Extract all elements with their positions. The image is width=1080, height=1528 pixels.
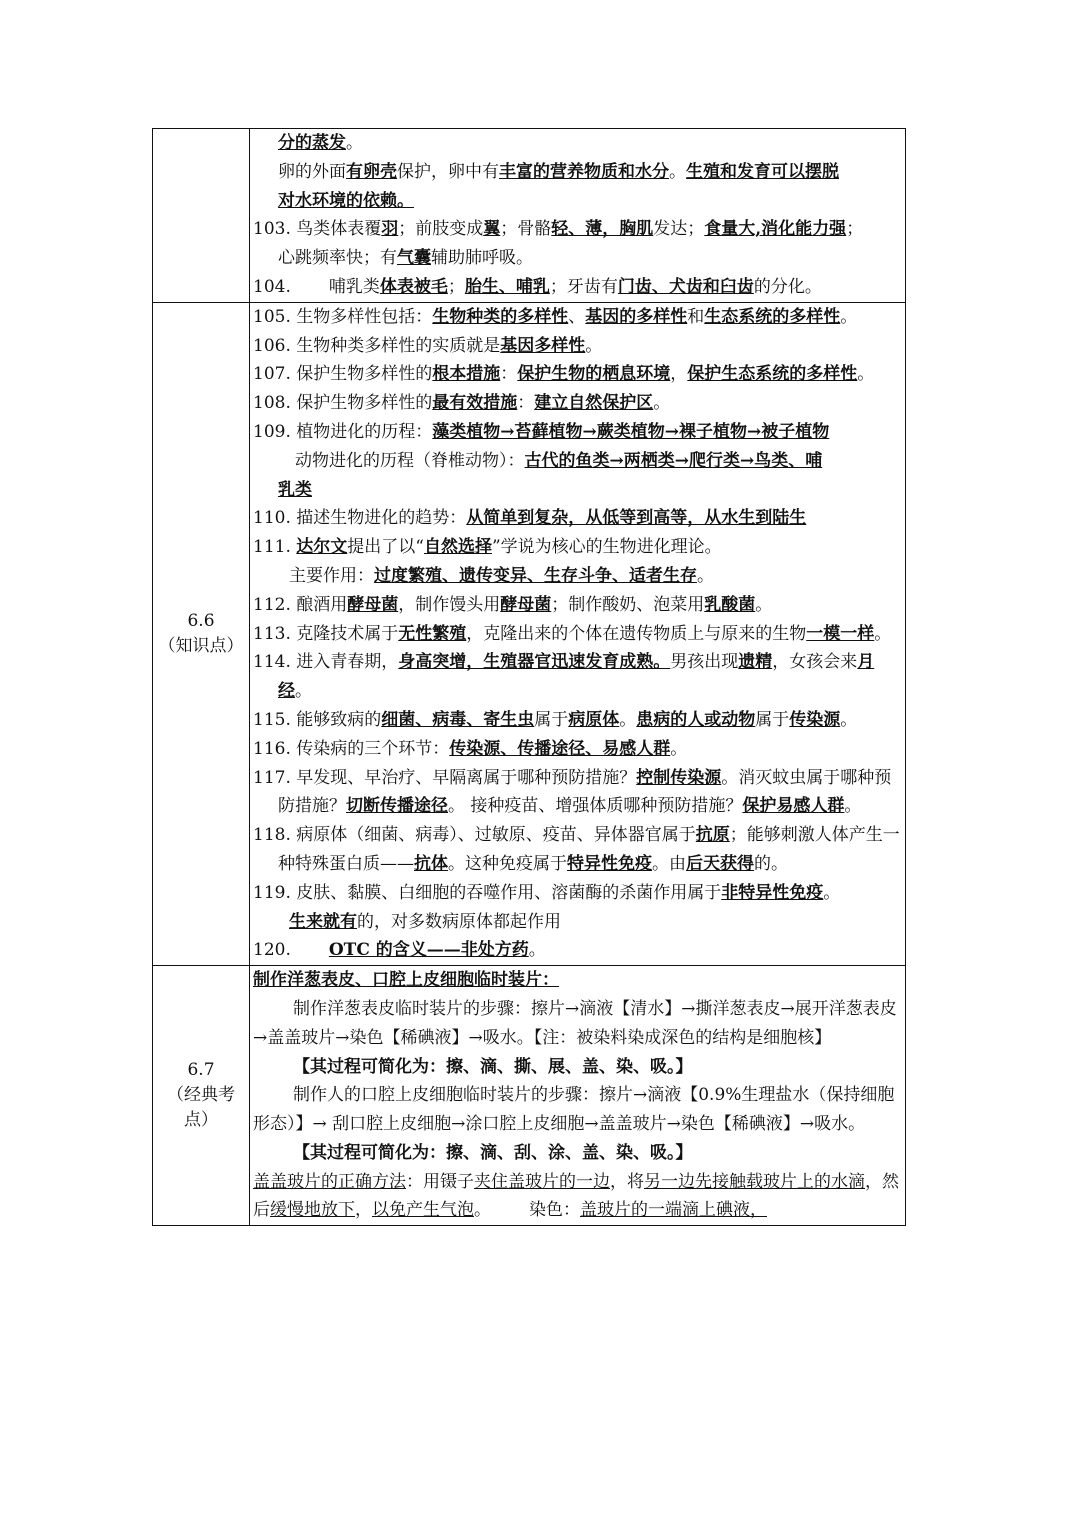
text-segment: 118. 病原体（细菌、病毒）、过敏原、疫苗、异体器官属于 bbox=[253, 825, 696, 846]
key-phrase: 抗原 bbox=[695, 825, 730, 846]
text-segment: ： bbox=[500, 364, 518, 385]
key-phrase: 病原体 bbox=[568, 709, 620, 730]
content-line bbox=[253, 244, 903, 273]
key-phrase: 【其过程可简化为：擦、滴、撕、展、盖、染、吸。】 bbox=[293, 1056, 693, 1077]
content-line bbox=[253, 764, 903, 822]
key-phrase: 最有效措施 bbox=[432, 393, 518, 414]
text-segment: 。 bbox=[346, 133, 363, 153]
key-phrase: 乳类 bbox=[278, 479, 312, 500]
content-line bbox=[253, 1168, 903, 1226]
key-phrase: 体表被毛 bbox=[379, 276, 448, 297]
text-segment: ，女孩会来 bbox=[772, 652, 858, 673]
key-phrase: 分的蒸发 bbox=[278, 133, 346, 153]
text-segment: 。 bbox=[874, 623, 892, 644]
text-segment: 。 bbox=[669, 161, 686, 182]
text-segment: 、 bbox=[568, 306, 586, 327]
key-phrase: 轻、薄，胸肌 bbox=[551, 219, 654, 240]
key-phrase: 【其过程可简化为：擦、滴、刮、涂、盖、染、吸。】 bbox=[293, 1142, 693, 1163]
text-segment: 。这种免疫属于 bbox=[448, 853, 567, 874]
text-segment: 117. 早发现、早治疗、早隔离属于哪种预防措施？ bbox=[253, 767, 637, 788]
key-phrase: 古代的鱼类→两栖类→爬行类→鸟类、哺 bbox=[524, 450, 823, 471]
text-segment: 的。 bbox=[754, 853, 788, 874]
text-segment: ，然后 bbox=[253, 1171, 899, 1221]
key-phrase: 基因的多样性 bbox=[585, 306, 688, 327]
text-segment: 的分化。 bbox=[753, 276, 822, 297]
key-phrase: 达尔文 bbox=[296, 537, 348, 558]
key-phrase: 月经 bbox=[278, 652, 875, 702]
content-line bbox=[253, 504, 903, 533]
key-phrase: 自然选择 bbox=[423, 537, 492, 558]
key-phrase: 从简单到复杂，从低等到高等，从水生到陆生 bbox=[466, 508, 807, 529]
text-segment: 103. 鸟类体表覆 bbox=[253, 219, 382, 240]
section-content-cell bbox=[250, 966, 906, 1226]
content-line bbox=[253, 1139, 903, 1168]
key-phrase: 抗体 bbox=[414, 853, 448, 874]
key-phrase: 胎生、哺乳 bbox=[464, 276, 550, 297]
text-segment: 哺乳类 bbox=[328, 276, 380, 297]
content-line bbox=[253, 447, 903, 476]
key-phrase: 酵母菌 bbox=[347, 594, 399, 615]
key-phrase: 盖盖玻片的正确方法 bbox=[253, 1171, 406, 1192]
text-segment: ；制作酸奶、泡菜用 bbox=[551, 594, 705, 615]
text-segment: 116. 传染病的三个环节： bbox=[253, 738, 450, 759]
content-line bbox=[253, 879, 903, 908]
text-segment: 属于 bbox=[534, 709, 569, 730]
text-segment: ”学说为核心的生物进化理论。 bbox=[491, 537, 722, 558]
content-line bbox=[253, 476, 903, 505]
text-segment: 。 bbox=[755, 594, 773, 615]
key-phrase: 生态系统的多样性 bbox=[704, 306, 841, 327]
content-line bbox=[253, 966, 903, 995]
key-phrase: 生来就有 bbox=[289, 911, 357, 932]
key-phrase: 保护生态系统的多样性 bbox=[687, 364, 858, 385]
text-segment: 115. 能够致病的 bbox=[253, 709, 382, 730]
key-phrase: 缓慢地放下 bbox=[270, 1200, 355, 1221]
key-phrase: 保护生物的栖息环境 bbox=[517, 364, 671, 385]
key-phrase: 非特异性免疫 bbox=[721, 882, 824, 903]
content-line bbox=[253, 360, 903, 389]
key-phrase: 控制传染源 bbox=[636, 767, 722, 788]
text-segment: ： bbox=[517, 393, 535, 414]
text-segment: 114. 进入青春期， bbox=[253, 652, 399, 673]
text-segment: 。 bbox=[840, 709, 858, 730]
text-segment: 。 bbox=[585, 335, 603, 356]
text-segment: ；前肢变成 bbox=[398, 219, 484, 240]
text-segment: 。 bbox=[844, 796, 862, 817]
key-phrase: 根本措施 bbox=[432, 364, 501, 385]
content-line bbox=[253, 995, 903, 1053]
text-segment: ， bbox=[355, 1200, 372, 1221]
section-content-cell bbox=[250, 302, 906, 965]
key-phrase: 基因多样性 bbox=[500, 335, 586, 356]
text-segment: 。 bbox=[823, 882, 841, 903]
text-segment: 发达； bbox=[653, 219, 705, 240]
content-line bbox=[253, 418, 903, 447]
text-segment: 109. 植物进化的历程： bbox=[253, 421, 433, 442]
text-segment: 。 bbox=[528, 940, 546, 961]
text-segment: 和 bbox=[687, 306, 705, 327]
text-segment: ； bbox=[846, 219, 864, 240]
content-line bbox=[253, 1081, 903, 1139]
key-phrase: 门齿、犬齿和臼齿 bbox=[617, 276, 754, 297]
key-phrase: 丰富的营养物质和水分 bbox=[499, 161, 669, 182]
text-segment: 主要作用： bbox=[289, 565, 374, 586]
table-row bbox=[153, 966, 906, 1226]
key-phrase: 传染源、传播途径、易感人群 bbox=[449, 738, 671, 759]
text-segment: 。 bbox=[619, 709, 637, 730]
notes-table bbox=[152, 128, 906, 1226]
content-line bbox=[253, 1053, 903, 1082]
key-phrase: 传染源 bbox=[789, 709, 841, 730]
table-row bbox=[153, 302, 906, 965]
key-phrase: 另一边先接触载玻片上的水滴 bbox=[644, 1171, 865, 1192]
key-phrase: 生物种类的多样性 bbox=[432, 306, 569, 327]
key-phrase: 羽 bbox=[381, 219, 399, 240]
text-segment: 119. 皮肤、黏膜、白细胞的吞噬作用、溶菌酶的杀菌作用属于 bbox=[253, 882, 722, 903]
text-segment: ：用镊子 bbox=[406, 1171, 474, 1192]
text-segment: 108. 保护生物多样性的 bbox=[253, 393, 433, 414]
key-phrase: 气囊 bbox=[397, 248, 431, 269]
text-segment: 属于 bbox=[755, 709, 790, 730]
text-segment: 保护，卵中有 bbox=[397, 161, 499, 182]
content-line bbox=[253, 821, 903, 879]
text-segment: ；牙齿有 bbox=[549, 276, 618, 297]
section-number: 6.6 bbox=[187, 610, 215, 631]
text-segment: 男孩出现 bbox=[670, 652, 739, 673]
content-line bbox=[253, 908, 903, 937]
content-line bbox=[253, 648, 903, 706]
key-phrase: 一模一样 bbox=[806, 623, 875, 644]
section-label-cell bbox=[153, 966, 250, 1226]
key-phrase: 切断传播途径 bbox=[346, 796, 448, 817]
content-line bbox=[253, 187, 903, 216]
text-segment: 染色： bbox=[529, 1200, 580, 1221]
content-line bbox=[253, 620, 903, 649]
content-line bbox=[253, 332, 903, 361]
key-phrase: 翼 bbox=[483, 219, 501, 240]
key-phrase: 建立自然保护区 bbox=[534, 393, 654, 414]
text-segment: 。 bbox=[840, 306, 858, 327]
text-segment: ； bbox=[447, 276, 465, 297]
text-segment: 111. bbox=[253, 537, 297, 558]
key-phrase: 保护易感人群 bbox=[742, 796, 845, 817]
text-segment: 105. 生物多样性包括： bbox=[253, 306, 433, 327]
key-phrase: 特异性免疫 bbox=[567, 853, 652, 874]
section-label-cell bbox=[153, 129, 250, 303]
content-line bbox=[253, 562, 903, 591]
text-segment: ，将 bbox=[610, 1171, 644, 1192]
text-segment: 动物进化的历程（脊椎动物）： bbox=[295, 450, 525, 471]
key-phrase: 患病的人或动物 bbox=[636, 709, 756, 730]
text-segment: 。 bbox=[474, 1200, 491, 1221]
content-line bbox=[253, 591, 903, 620]
key-phrase: 有卵壳 bbox=[346, 161, 397, 182]
text-segment: 制作洋葱表皮临时装片的步骤：擦片→滴液【清水】→撕洋葱表皮→展开洋葱表皮→盖盖玻片→染色【稀碘液】→吸水。【注：被染料染成深色的结构是细胞核】 bbox=[253, 998, 897, 1048]
key-phrase: 无性繁殖 bbox=[398, 623, 467, 644]
key-phrase: 身高突增，生殖器官迅速发育成熟。 bbox=[398, 652, 671, 673]
text-segment: 的，对多数病原体都起作用 bbox=[357, 911, 561, 932]
key-phrase: 对水环境的依赖。 bbox=[278, 190, 414, 211]
text-segment: 120. bbox=[253, 940, 291, 961]
key-phrase: 乳酸菌 bbox=[704, 594, 756, 615]
key-phrase: 制作洋葱表皮、口腔上皮细胞临时装片： bbox=[253, 970, 559, 991]
key-phrase: OTC 的含义——非处方药 bbox=[328, 940, 529, 961]
text-segment: ， bbox=[670, 364, 688, 385]
key-phrase: 藻类植物→苔藓植物→蕨类植物→裸子植物→被子植物 bbox=[432, 421, 830, 442]
text-segment: 。 bbox=[670, 738, 688, 759]
section-type: （知识点） bbox=[158, 635, 244, 656]
text-segment: 112. 酿酒用 bbox=[253, 594, 348, 615]
content-line bbox=[253, 215, 903, 244]
content-line bbox=[253, 129, 903, 158]
text-segment: ；骨骼 bbox=[500, 219, 552, 240]
key-phrase: 生殖和发育可以摆脱 bbox=[686, 161, 839, 182]
text-segment: ；能够刺激人体产生一种特殊蛋白质—— bbox=[278, 825, 900, 874]
key-phrase: 以免产生气泡 bbox=[372, 1200, 474, 1221]
content-line bbox=[253, 936, 903, 965]
text-segment: 心跳频率快；有 bbox=[278, 248, 397, 269]
text-segment: 。由 bbox=[652, 853, 686, 874]
content-line bbox=[253, 533, 903, 562]
text-segment: 制作人的口腔上皮细胞临时装片的步骤：擦片→滴液【0.9%生理盐水（保持细胞形态）】→ 刮口腔上皮细胞→涂口腔上皮细胞→盖盖玻片→染色【稀碘液】→吸水。 bbox=[253, 1085, 895, 1135]
text-segment: 。 bbox=[653, 393, 671, 414]
section-content-cell bbox=[250, 129, 906, 303]
key-phrase: 食量大,消化能力强 bbox=[704, 219, 847, 240]
key-phrase: 过度繁殖、遗传变异、生存斗争、适者生存 bbox=[374, 565, 697, 586]
content-line bbox=[253, 158, 903, 187]
text-segment: 卵的外面 bbox=[278, 161, 346, 182]
content-line bbox=[253, 389, 903, 418]
text-segment: 。 bbox=[295, 681, 312, 702]
key-phrase: 盖玻片的一端滴上碘液， bbox=[580, 1200, 767, 1221]
key-phrase: 后天获得 bbox=[686, 853, 754, 874]
text-segment: 。消灭蚊虫属于哪种预防措施？ bbox=[278, 767, 892, 817]
text-segment: 107. 保护生物多样性的 bbox=[253, 364, 433, 385]
text-segment: 提出了以“ bbox=[347, 537, 424, 558]
table-row bbox=[153, 129, 906, 303]
section-number: 6.7 bbox=[187, 1060, 215, 1081]
key-phrase: 酵母菌 bbox=[500, 594, 552, 615]
section-type-cont: 点） bbox=[184, 1110, 218, 1131]
text-segment: 110. 描述生物进化的趋势： bbox=[253, 508, 467, 529]
content-line bbox=[253, 303, 903, 332]
text-segment: 113. 克隆技术属于 bbox=[253, 623, 399, 644]
text-segment: ，克隆出来的个体在遗传物质上与原来的生物 bbox=[466, 623, 807, 644]
key-phrase: 遗精 bbox=[738, 652, 773, 673]
text-segment: 。 bbox=[857, 364, 875, 385]
content-line bbox=[253, 273, 903, 302]
key-phrase: 夹住盖玻片的一边 bbox=[474, 1171, 610, 1192]
content-line bbox=[253, 706, 903, 735]
key-phrase: 细菌、病毒、寄生虫 bbox=[381, 709, 535, 730]
text-segment: 辅助肺呼吸。 bbox=[431, 248, 533, 269]
section-label-cell bbox=[153, 302, 250, 965]
section-type: （经典考 bbox=[167, 1085, 235, 1106]
text-segment: 。 接种疫苗、增强体质哪种预防措施？ bbox=[448, 796, 743, 817]
text-segment: ，制作馒头用 bbox=[398, 594, 501, 615]
text-segment: 104. bbox=[253, 276, 291, 297]
content-line bbox=[253, 735, 903, 764]
text-segment: 106. 生物种类多样性的实质就是 bbox=[253, 335, 501, 356]
text-segment: 。 bbox=[697, 565, 714, 586]
